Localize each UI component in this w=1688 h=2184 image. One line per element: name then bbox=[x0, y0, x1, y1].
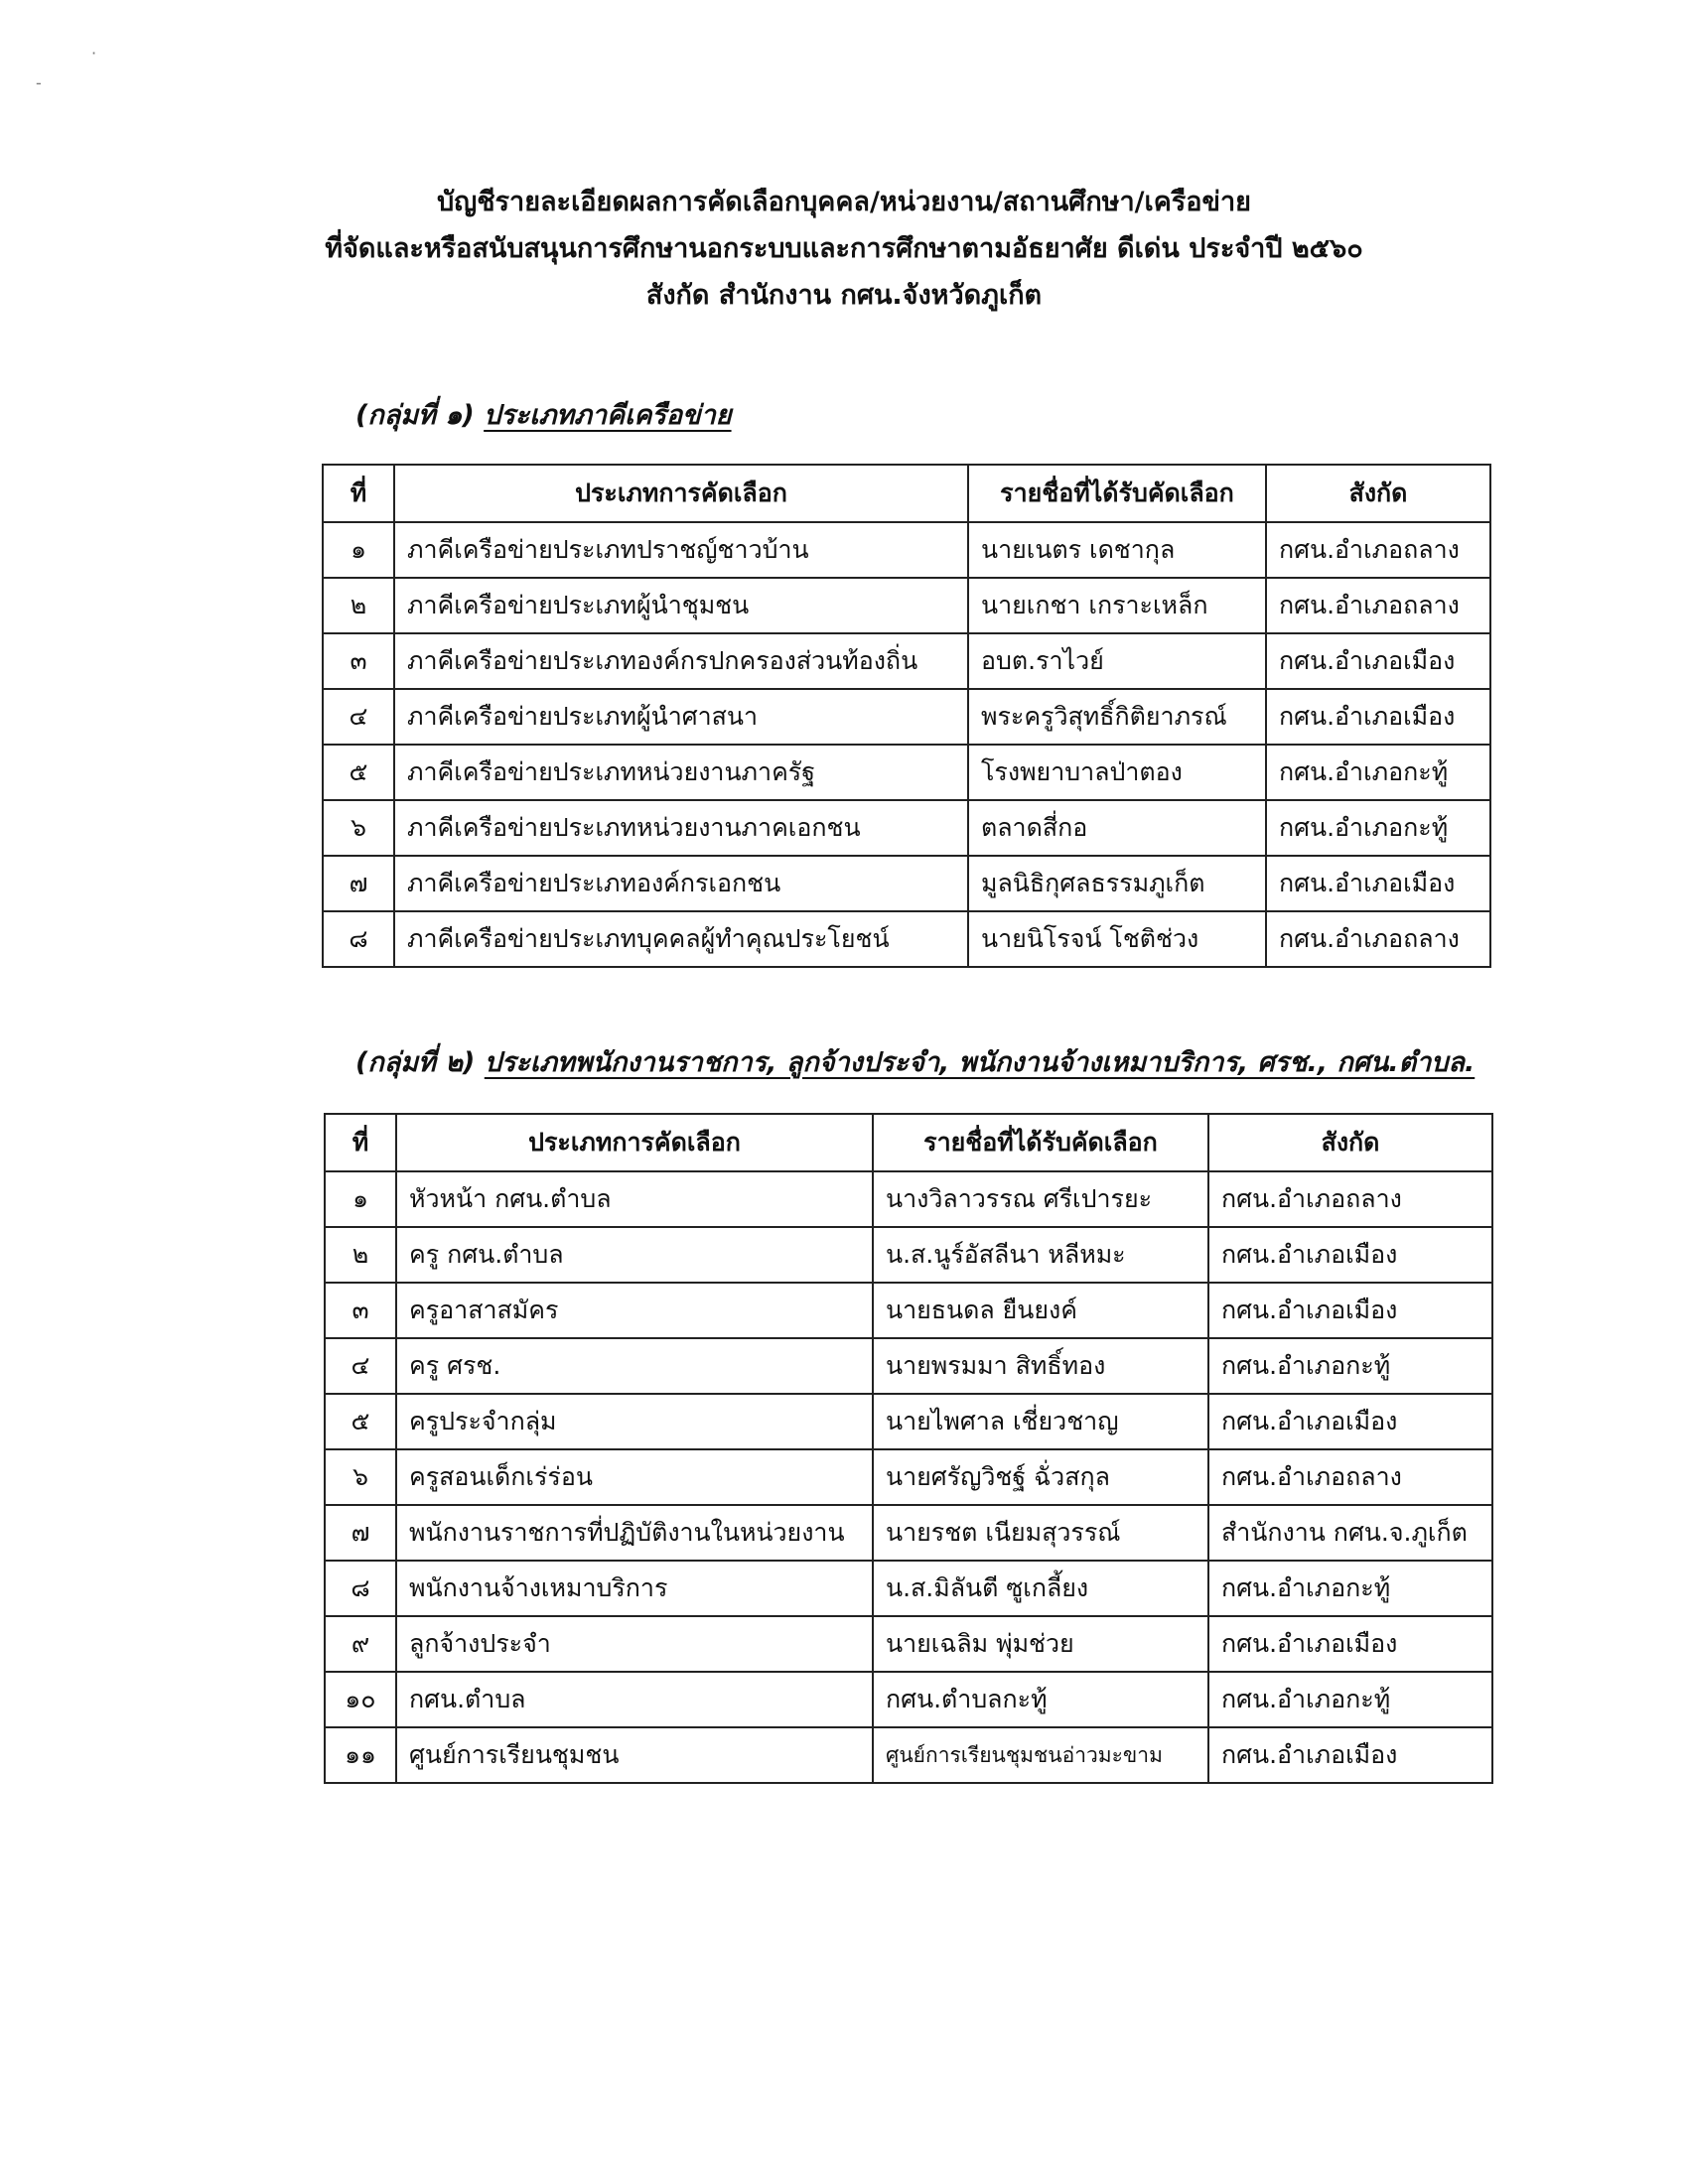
row-category: พนักงานจ้างเหมาบริการ bbox=[396, 1561, 873, 1616]
table-row bbox=[325, 1561, 1492, 1616]
header-num: ที่ bbox=[325, 1114, 396, 1171]
table-row bbox=[325, 1449, 1492, 1505]
scan-speck: ‐ bbox=[36, 73, 42, 92]
row-num: ๘ bbox=[325, 1561, 396, 1616]
header-num: ที่ bbox=[323, 465, 394, 522]
row-name: ตลาดสี่กอ bbox=[968, 800, 1266, 856]
table-row bbox=[325, 1338, 1492, 1394]
row-name: โรงพยาบาลป่าตอง bbox=[968, 745, 1266, 800]
row-category: หัวหน้า กศน.ตำบล bbox=[396, 1171, 873, 1227]
row-category: ภาคีเครือข่ายประเภทองค์กรเอกชน bbox=[394, 856, 968, 911]
row-category: ครู ศรช. bbox=[396, 1338, 873, 1394]
table-row bbox=[323, 745, 1490, 800]
header-affiliation: สังกัด bbox=[1266, 465, 1490, 522]
group-2-table bbox=[324, 1113, 1493, 1784]
header-category: ประเภทการคัดเลือก bbox=[394, 465, 968, 522]
row-name: พระครูวิสุทธิ์กิติยาภรณ์ bbox=[968, 689, 1266, 745]
row-affiliation: กศน.อำเภอเมือง bbox=[1208, 1616, 1492, 1672]
row-category: ภาคีเครือข่ายประเภทบุคคลผู้ทำคุณประโยชน์ bbox=[394, 911, 968, 967]
row-category: กศน.ตำบล bbox=[396, 1672, 873, 1727]
row-name: นายธนดล ยืนยงค์ bbox=[873, 1283, 1208, 1338]
row-name: นายศรัญวิชฐ์ ฉั่วสกุล bbox=[873, 1449, 1208, 1505]
row-category: ครูอาสาสมัคร bbox=[396, 1283, 873, 1338]
row-category: ภาคีเครือข่ายประเภทปราชญ์ชาวบ้าน bbox=[394, 522, 968, 578]
row-category: พนักงานราชการที่ปฏิบัติงานในหน่วยงาน bbox=[396, 1505, 873, 1561]
table-row bbox=[323, 911, 1490, 967]
row-category: ภาคีเครือข่ายประเภทองค์กรปกครองส่วนท้องถิ่น bbox=[394, 633, 968, 689]
table-row bbox=[323, 800, 1490, 856]
row-name: ศูนย์การเรียนชุมชนอ่าวมะขาม bbox=[873, 1727, 1208, 1783]
table-header-row bbox=[325, 1114, 1492, 1171]
row-category: ภาคีเครือข่ายประเภทผู้นำศาสนา bbox=[394, 689, 968, 745]
row-affiliation: กศน.อำเภอเมือง bbox=[1208, 1283, 1492, 1338]
row-name: น.ส.นูร์อัสลีนา หลีหมะ bbox=[873, 1227, 1208, 1283]
row-num: ๗ bbox=[325, 1505, 396, 1561]
row-num: ๙ bbox=[325, 1616, 396, 1672]
table-row bbox=[325, 1505, 1492, 1561]
header-category: ประเภทการคัดเลือก bbox=[396, 1114, 873, 1171]
row-name: อบต.ราไวย์ bbox=[968, 633, 1266, 689]
row-affiliation: กศน.อำเภอเมือง bbox=[1208, 1227, 1492, 1283]
header-affiliation: สังกัด bbox=[1208, 1114, 1492, 1171]
row-num: ๘ bbox=[323, 911, 394, 967]
row-num: ๗ bbox=[323, 856, 394, 911]
row-affiliation: กศน.อำเภอถลาง bbox=[1266, 578, 1490, 633]
table-row bbox=[325, 1394, 1492, 1449]
row-affiliation: สำนักงาน กศน.จ.ภูเก็ต bbox=[1208, 1505, 1492, 1561]
table-row bbox=[323, 856, 1490, 911]
row-num: ๓ bbox=[323, 633, 394, 689]
row-num: ๔ bbox=[325, 1338, 396, 1394]
header-name: รายชื่อที่ได้รับคัดเลือก bbox=[968, 465, 1266, 522]
row-affiliation: กศน.อำเภอกะทู้ bbox=[1266, 745, 1490, 800]
row-affiliation: กศน.อำเภอกะทู้ bbox=[1208, 1338, 1492, 1394]
title-line-3: สังกัด สำนักงาน กศน.จังหวัดภูเก็ต bbox=[645, 280, 1043, 311]
row-affiliation: กศน.อำเภอถลาง bbox=[1266, 911, 1490, 967]
table-row bbox=[325, 1283, 1492, 1338]
group-1-title: ประเภทภาคีเครือข่าย bbox=[484, 400, 732, 431]
row-num: ๖ bbox=[323, 800, 394, 856]
row-num: ๓ bbox=[325, 1283, 396, 1338]
row-name: น.ส.มิลันตี ซูเกลี้ยง bbox=[873, 1561, 1208, 1616]
row-category: ครูประจำกลุ่ม bbox=[396, 1394, 873, 1449]
table-row bbox=[325, 1672, 1492, 1727]
table-row bbox=[323, 633, 1490, 689]
row-affiliation: กศน.อำเภอกะทู้ bbox=[1266, 800, 1490, 856]
row-num: ๑๐ bbox=[325, 1672, 396, 1727]
row-affiliation: กศน.อำเภอเมือง bbox=[1266, 856, 1490, 911]
row-num: ๕ bbox=[325, 1394, 396, 1449]
row-affiliation: กศน.อำเภอเมือง bbox=[1266, 689, 1490, 745]
row-affiliation: กศน.อำเภอเมือง bbox=[1208, 1394, 1492, 1449]
scan-speck: · bbox=[91, 44, 97, 63]
row-affiliation: กศน.อำเภอเมือง bbox=[1266, 633, 1490, 689]
row-name: นายพรมมา สิทธิ์ทอง bbox=[873, 1338, 1208, 1394]
row-name: นายเนตร เดชากุล bbox=[968, 522, 1266, 578]
row-name: นายเกชา เกราะเหล็ก bbox=[968, 578, 1266, 633]
row-num: ๕ bbox=[323, 745, 394, 800]
row-name: กศน.ตำบลกะทู้ bbox=[873, 1672, 1208, 1727]
row-affiliation: กศน.อำเภอถลาง bbox=[1208, 1449, 1492, 1505]
row-name: นางวิลาวรรณ ศรีเปารยะ bbox=[873, 1171, 1208, 1227]
row-category: ลูกจ้างประจำ bbox=[396, 1616, 873, 1672]
row-category: ครูสอนเด็กเร่ร่อน bbox=[396, 1449, 873, 1505]
row-num: ๔ bbox=[323, 689, 394, 745]
title-line-2: ที่จัดและหรือสนับสนุนการศึกษานอกระบบและการศึกษาตามอัธยาศัย ดีเด่น ประจำปี ๒๕๖๐ bbox=[325, 233, 1363, 264]
row-category: ภาคีเครือข่ายประเภทหน่วยงานภาคเอกชน bbox=[394, 800, 968, 856]
row-num: ๑ bbox=[323, 522, 394, 578]
header-name: รายชื่อที่ได้รับคัดเลือก bbox=[873, 1114, 1208, 1171]
row-num: ๖ bbox=[325, 1449, 396, 1505]
row-num: ๑๑ bbox=[325, 1727, 396, 1783]
row-affiliation: กศน.อำเภอถลาง bbox=[1266, 522, 1490, 578]
row-num: ๒ bbox=[323, 578, 394, 633]
group-2-title: ประเภทพนักงานราชการ, ลูกจ้างประจำ, พนักงานจ้างเหมาบริการ, ศรช., กศน.ตำบล. bbox=[484, 1047, 1476, 1078]
row-affiliation: กศน.อำเภอกะทู้ bbox=[1208, 1672, 1492, 1727]
row-category: ศูนย์การเรียนชุมชน bbox=[396, 1727, 873, 1783]
table-row bbox=[323, 578, 1490, 633]
row-num: ๒ bbox=[325, 1227, 396, 1283]
row-affiliation: กศน.อำเภอกะทู้ bbox=[1208, 1561, 1492, 1616]
row-affiliation: กศน.อำเภอเมือง bbox=[1208, 1727, 1492, 1783]
row-category: ภาคีเครือข่ายประเภทหน่วยงานภาครัฐ bbox=[394, 745, 968, 800]
row-name: มูลนิธิกุศลธรรมภูเก็ต bbox=[968, 856, 1266, 911]
row-name: นายรชต เนียมสุวรรณ์ bbox=[873, 1505, 1208, 1561]
table-row bbox=[323, 689, 1490, 745]
table-row bbox=[323, 522, 1490, 578]
row-affiliation: กศน.อำเภอถลาง bbox=[1208, 1171, 1492, 1227]
group-1-heading bbox=[355, 393, 732, 436]
table-row bbox=[325, 1727, 1492, 1783]
page-title bbox=[0, 179, 1688, 319]
group-2-heading bbox=[355, 1040, 1475, 1083]
row-num: ๑ bbox=[325, 1171, 396, 1227]
row-category: ภาคีเครือข่ายประเภทผู้นำชุมชน bbox=[394, 578, 968, 633]
group-2-prefix: (กลุ่มที่ ๒) bbox=[355, 1047, 476, 1078]
table-header-row bbox=[323, 465, 1490, 522]
table-row bbox=[325, 1616, 1492, 1672]
row-name: นายนิโรจน์ โชติช่วง bbox=[968, 911, 1266, 967]
row-category: ครู กศน.ตำบล bbox=[396, 1227, 873, 1283]
table-row bbox=[325, 1227, 1492, 1283]
row-name: นายเฉลิม พุ่มช่วย bbox=[873, 1616, 1208, 1672]
group-1-table bbox=[322, 464, 1491, 968]
row-name: นายไพศาล เชี่ยวชาญ bbox=[873, 1394, 1208, 1449]
table-row bbox=[325, 1171, 1492, 1227]
title-line-1: บัญชีรายละเอียดผลการคัดเลือกบุคคล/หน่วยงาน/สถานศึกษา/เครือข่าย bbox=[437, 187, 1251, 217]
group-1-prefix: (กลุ่มที่ ๑) bbox=[355, 400, 475, 431]
